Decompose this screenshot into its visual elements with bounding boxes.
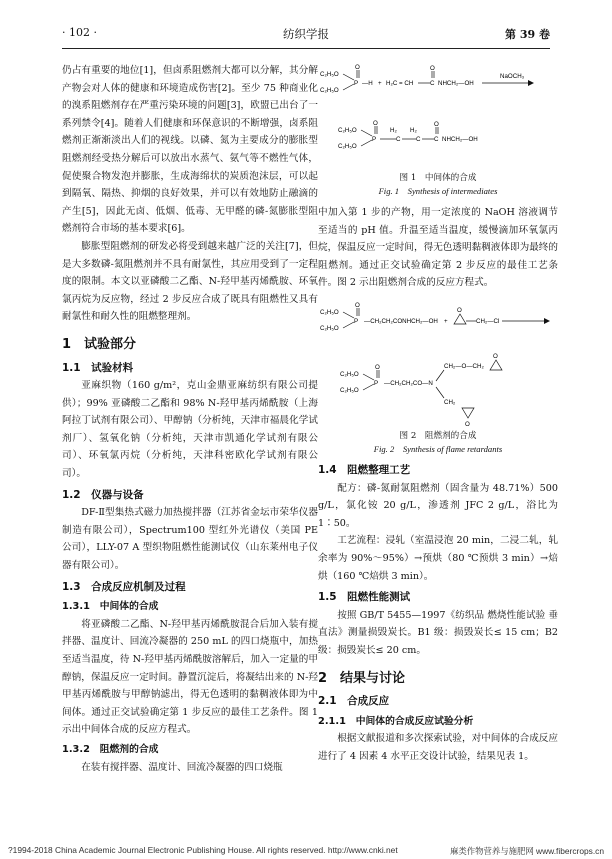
right-continued-paragraph: 中加入第 1 步的产物，用一定浓度的 NaOH 溶液调节至适当的 pH 值。升温至适当温度，缓慢滴加环氧氯丙烷，保温反应一定时间，得无色透明黏稠液体即为最终的阻燃剂。通过正交试验确定第 2 步反应的最佳工艺条件。图 2 示出阻燃剂合成的反应方程式。 [318,207,558,289]
page-number: · 102 · [62,26,97,39]
left-column [62,62,318,776]
materials-paragraph: 亚麻织物（160 g/m²，克山金鼎亚麻纺织有限公司提供）；99% 亚磷酸二乙酯和 98% N-羟甲基丙烯酰胺（上海阿拉丁试剂有限公司）、甲醇钠（分析纯，天津市福晨化学试剂厂）、氢氧化钠（分析纯，天津市凯通化学试剂有限公司）、环氧氯丙烷（分析纯，天津科密欧化学试剂有限公司）。 [62,380,318,480]
svg-text:O: O [355,64,360,71]
section-2-1-1-heading: 2.1.1 中间体的合成反应试验分析 [318,715,474,727]
svg-text:O: O [430,65,435,72]
page-header [62,26,550,50]
svg-text:NHCH₂—OH: NHCH₂—OH [438,80,474,87]
section-2-1-heading: 2.1 合成反应 [318,695,390,708]
svg-text:H₂: H₂ [410,127,417,134]
svg-text:H₂: H₂ [390,127,397,134]
svg-text:C₂H₅O: C₂H₅O [320,87,339,94]
svg-text:C₂H₅O: C₂H₅O [338,127,357,134]
section-2-heading: 2 结果与讨论 [318,670,406,686]
svg-text:+: + [444,317,448,325]
figure-1 [318,62,558,198]
figure-2 [318,300,558,456]
figure-2-caption-cn: 图 2 阻燃剂的合成 [399,430,477,441]
svg-text:—H: —H [362,80,373,87]
svg-text:C₂H₅O: C₂H₅O [320,324,339,332]
intro-paragraph-2: 膨胀型阻燃剂的研发必将受到越来越广泛的关注[7]，但是大多数磷-氮阻燃剂并不具有耐氯性，其应用受到了一定程度的限制。本文以亚磷酸二乙酯、N-羟甲基丙烯酰胺、环氧氯丙烷为反应物，经过 2 步反应合成了既具有阻燃性又具有耐氯性和耐久性的阻燃整理剂。 [62,240,318,323]
svg-text:C: C [416,136,421,143]
right-column [318,62,558,765]
section-1-3-2-heading: 1.3.2 阻燃剂的合成 [62,743,159,755]
page-footer [8,845,604,855]
test-paragraph: 按照 GB/T 5455—1997《纺织品 燃烧性能试验 垂直法》测量损毁炭长。B1 级：损毁炭长≤ 15 cm；B2 级：损毁炭长≤ 20 cm。 [318,609,558,656]
figure-1-scheme [318,62,558,172]
header-rule [62,48,550,49]
svg-text:—CH₂CH₂CONHCH₂—OH: —CH₂CH₂CONHCH₂—OH [364,317,438,325]
figure-2-caption-en: Fig. 2 Synthesis of flame retardants [373,443,503,454]
svg-text:C₂H₅O: C₂H₅O [340,386,359,394]
svg-text:NHCH₂—OH: NHCH₂—OH [442,136,478,143]
svg-text:CH₂: CH₂ [444,398,456,406]
svg-text:O: O [493,352,498,360]
fr-synthesis-paragraph: 在装有搅拌器、温度计、回流冷凝器的四口烧瓶 [81,761,283,773]
section-1-1-heading: 1.1 试验材料 [62,361,134,374]
svg-text:O: O [457,306,462,314]
section-1-heading: 1 试验部分 [62,336,137,352]
svg-text:O: O [465,420,470,428]
instruments-paragraph: DF-Ⅱ型集热式磁力加热搅拌器（江苏省金坛市荣华仪器制造有限公司），Spectrum100 型红外光谱仪（美国 PE 公司），LLY-07 A 型织物阻燃性能测试仪（山东莱州电子仪器有限公司）。 [62,507,318,572]
section-1-4-heading: 1.4 阻燃整理工艺 [318,463,411,476]
process-paragraph: 工艺流程：浸轧（室温浸泡 20 min，二浸二轧，轧余率为 90%～95%）→预烘（80 ℃预烘 3 min）→焙烘（160 ℃焙烘 3 min）。 [318,535,558,582]
svg-text:O: O [434,121,439,128]
svg-text:O: O [373,120,378,127]
svg-text:O: O [355,301,360,309]
figure-2-scheme [318,300,558,430]
svg-text:C: C [430,80,435,87]
svg-text:P: P [374,379,379,387]
journal-title: 纺织学报 [283,27,329,41]
svg-text:P: P [372,136,377,143]
svg-text:P: P [354,317,359,325]
svg-text:CH₂—O—CH₂: CH₂—O—CH₂ [444,362,484,370]
svg-text:P: P [354,80,359,87]
svg-text:C₂H₅O: C₂H₅O [340,370,359,378]
intro-paragraph-1: 仍占有重要的地位[1]，但卤系阻燃剂大都可以分解，其分解产物会对人体的健康和环境造成伤害[2]。至少 75 种商业化的溴系阻燃剂存在严重污染环境的问题[3]，欧盟已出台了一系列禁令[4]。随着人们健康和环保意识的不断增强，卤系阻燃剂正渐渐淡出人们的视线。以磷、氮为主要成分的膨胀型阻燃剂经受热分解后可以放出水蒸气、氨气等不燃性气体，促使聚合物发泡并膨胀，生成海绵状的炭质泡沫层，可以起到隔氧、隔热、抑烟的良好效果，并可以有效地防止融滴的产生[5]，因此无卤、低烟、低毒、无甲醛的磷-氮膨胀型阻燃剂符合市场的基本要求[6]。 [62,65,318,235]
analysis-paragraph: 根据文献报道和多次探索试验，对中间体的合成反应进行了 4 因素 4 水平正交设计试验，结果见表 1。 [318,733,558,762]
watermark-site: 麻类作物营养与施肥网 www.fibercrops.cn [449,846,604,856]
svg-text:H₂C = CH: H₂C = CH [386,80,414,87]
svg-text:C: C [434,136,439,143]
section-1-3-1-heading: 1.3.1 中间体的合成 [62,601,159,613]
section-1-2-heading: 1.2 仪器与设备 [62,488,144,501]
intermediate-paragraph: 将亚磷酸二乙酯、N-羟甲基丙烯酰胺混合后加入装有搅拌器、温度计、回流冷凝器的 250 mL 的四口烧瓶中，加热至适当温度，待 N-羟甲基丙烯酰胺溶解后，加入一定量的甲醇钠，保温反应一定时间。静置沉淀后，将凝结出来的 N-羟甲基丙烯酰胺与甲醇钠滤出，得无色透明的黏稠液体即为中间体。通过正交试验确定第 1 步反应的最佳工艺条件。图 1 示出中间体合成的反应方程式。 [62,618,318,736]
svg-text:C₂H₅O: C₂H₅O [320,308,339,316]
svg-text:—CH₂CH₂CO—N: —CH₂CH₂CO—N [384,379,433,387]
formula-paragraph: 配方：磷-氮耐氯阻燃剂（固含量为 48.71%）500 g/L，氯化铵 20 g/L，渗透剂 JFC 2 g/L，浴比为 1∶50。 [318,482,558,529]
svg-text:CH₂—Cl: CH₂—Cl [476,317,500,325]
section-1-3-heading: 1.3 合成反应机制及过程 [62,580,186,593]
svg-text:O: O [375,363,380,371]
svg-text:C: C [396,136,401,143]
figure-1-reagent: NaOCH₃ [500,73,525,80]
svg-text:C₂H₅O: C₂H₅O [320,71,339,78]
copyright-notice: ?1994-2018 China Academic Journal Electronic Publishing House. All rights reserved. http://www.cnki.net [8,845,398,855]
figure-1-caption-en: Fig. 1 Synthesis of intermediates [378,186,498,196]
svg-text:C₂H₅O: C₂H₅O [338,143,357,150]
volume-label: 第 39 卷 [505,28,550,41]
section-1-5-heading: 1.5 阻燃性能测试 [318,591,411,604]
figure-1-caption-cn: 图 1 中间体的合成 [399,173,477,183]
figure-1-plus: + [378,80,382,87]
